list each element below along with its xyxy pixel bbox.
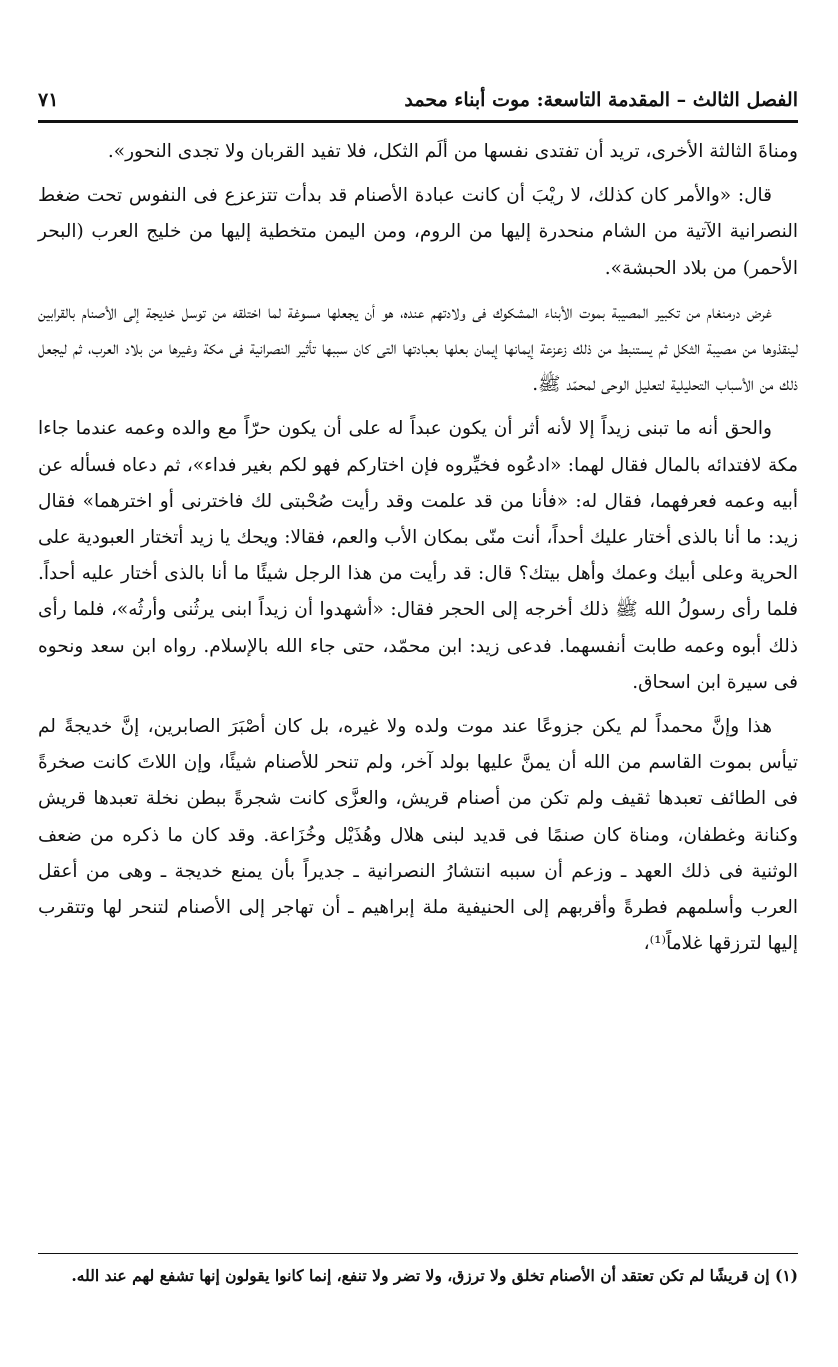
paragraph: هذا وإنَّ محمداً لم يكن جزوعًا عند موت ولده ولا غيره، بل كان أصْبَرَ الصابرين، إنَّ خديجةً لم تيأس بموت القاسم من الله أن يمنَّ عليها بولد آخر، ولم تنحر للأصنام شيئًا، وإن اللاتَ كانت صخرةً فى الطائف تعبدها ثقيف ولم تكن من أصنام قريش، والعزَّى كانت شجرةً ببطن نخلة تعبدها قريش وكنانة وغطفان، ومناة كان صنمًا فى قديد لبنى هلال وهُذَيْل وخُزَاعة. وقد كان ما ذكره من ضعف الوثنية فى ذلك العهد ـ وزعم أن سببه انتشارُ النصرانية ـ جديراً بأن يمنع خديجة ـ وهى من أعقل العرب وأسلمهم فطرةً وأقربهم إلى الحنيفية ملة إبراهيم ـ أن تهاجر إلى الأصنام لتنحر لها وتتقرب إليها لترزقها غلاماً⁽¹⁾، [38,716,799,955]
paragraph: ومناةَ الثالثة الأخرى، تريد أن تفتدى نفسها من ألَم الثكل، فلا تفيد القربان ولا تجدى النحور». [107,141,798,162]
body-text [38,134,798,970]
page-number: ٧١ [38,89,59,111]
paragraph: قال: «والأمر كان كذلك، لا ريْبَ أن كانت عبادة الأصنام قد بدأت تتزعزع فى النفوس تحت ضغط النصرانية الآتية من الشام منحدرة إليها من الروم، ومن اليمن متخطية إليها من خليج العرب (البحر الأحمر) من بلاد الحبشة». [38,185,798,279]
footnote-rule [38,1253,798,1254]
running-title: الفصل الثالث – المقدمة التاسعة: موت أبناء محمد [404,89,798,111]
paragraph: والحق أنه ما تبنى زيداً إلا لأنه أثر أن يكون عبداً له على أن يكون حرّاً مع والده وعمه عندما جاءا مكة لافتدائه بالمال فقال لهما: «ادعُوه فخيِّروه فإن اختاركم فهو لكم بغير فداء»، ثم دعاه فسأله عن أبيه وعمه فعرفهما، فقال له: «فأنا من قد علمت وقد رأيت صُحْبتى لك فاخترنى أو اخترهما» فقال زيد: ما أنا بالذى أختار عليك أحداً، أنت منّى بمكان الأب والعم، فقالا: ويحك يا زيد أتختار العبودية على الحرية وعلى أبيك وعمك وأهل بيتك؟ قال: قد رأيت من هذا الرجل شيئًا ما أنا بالذى أختار عليه أحداً. فلما رأى رسولُ الله ﷺ ذلك أخرجه إلى الحجر فقال: «أشهدوا أن زيداً ابنى يرثُنى وأرثُه»، فلما رأى ذلك أبوه وعمه طابت أنفسهما. فدعى زيد: ابن محمّد، حتى جاء الله بالإسلام. رواه ابن سعد ونحوه فى سيرة ابن اسحاق. [38,418,798,693]
paragraph: غرض درمنغام من تكبير المصيبة بموت الأبناء المشكوك فى ولادتهم عنده، هو أن يجعلها مسوغة لما اختلقه من توسل خديجة إلى الأصنام بالقرابين لينقذوها من مصيبة الثكل ثم يستنبط من ذلك زعزعة إيمانها إيمان بعلها بعبادتها التى كان سببها تأثير النصرانية فى مكة وغيرها من بلاد العرب، ثم ليجعل ذلك من الأسباب التحليلية لتعليل الوحى لمحمّد ﷺ. [38,301,799,396]
page-header [38,84,798,116]
footnote: (١) إن قريشًا لم تكن تعتقد أن الأصنام تخلق ولا ترزق، ولا تضر ولا تنفع، إنما كانوا يقولون إنها تشفع لهم عند الله. [71,1266,798,1285]
header-rule [38,120,798,123]
